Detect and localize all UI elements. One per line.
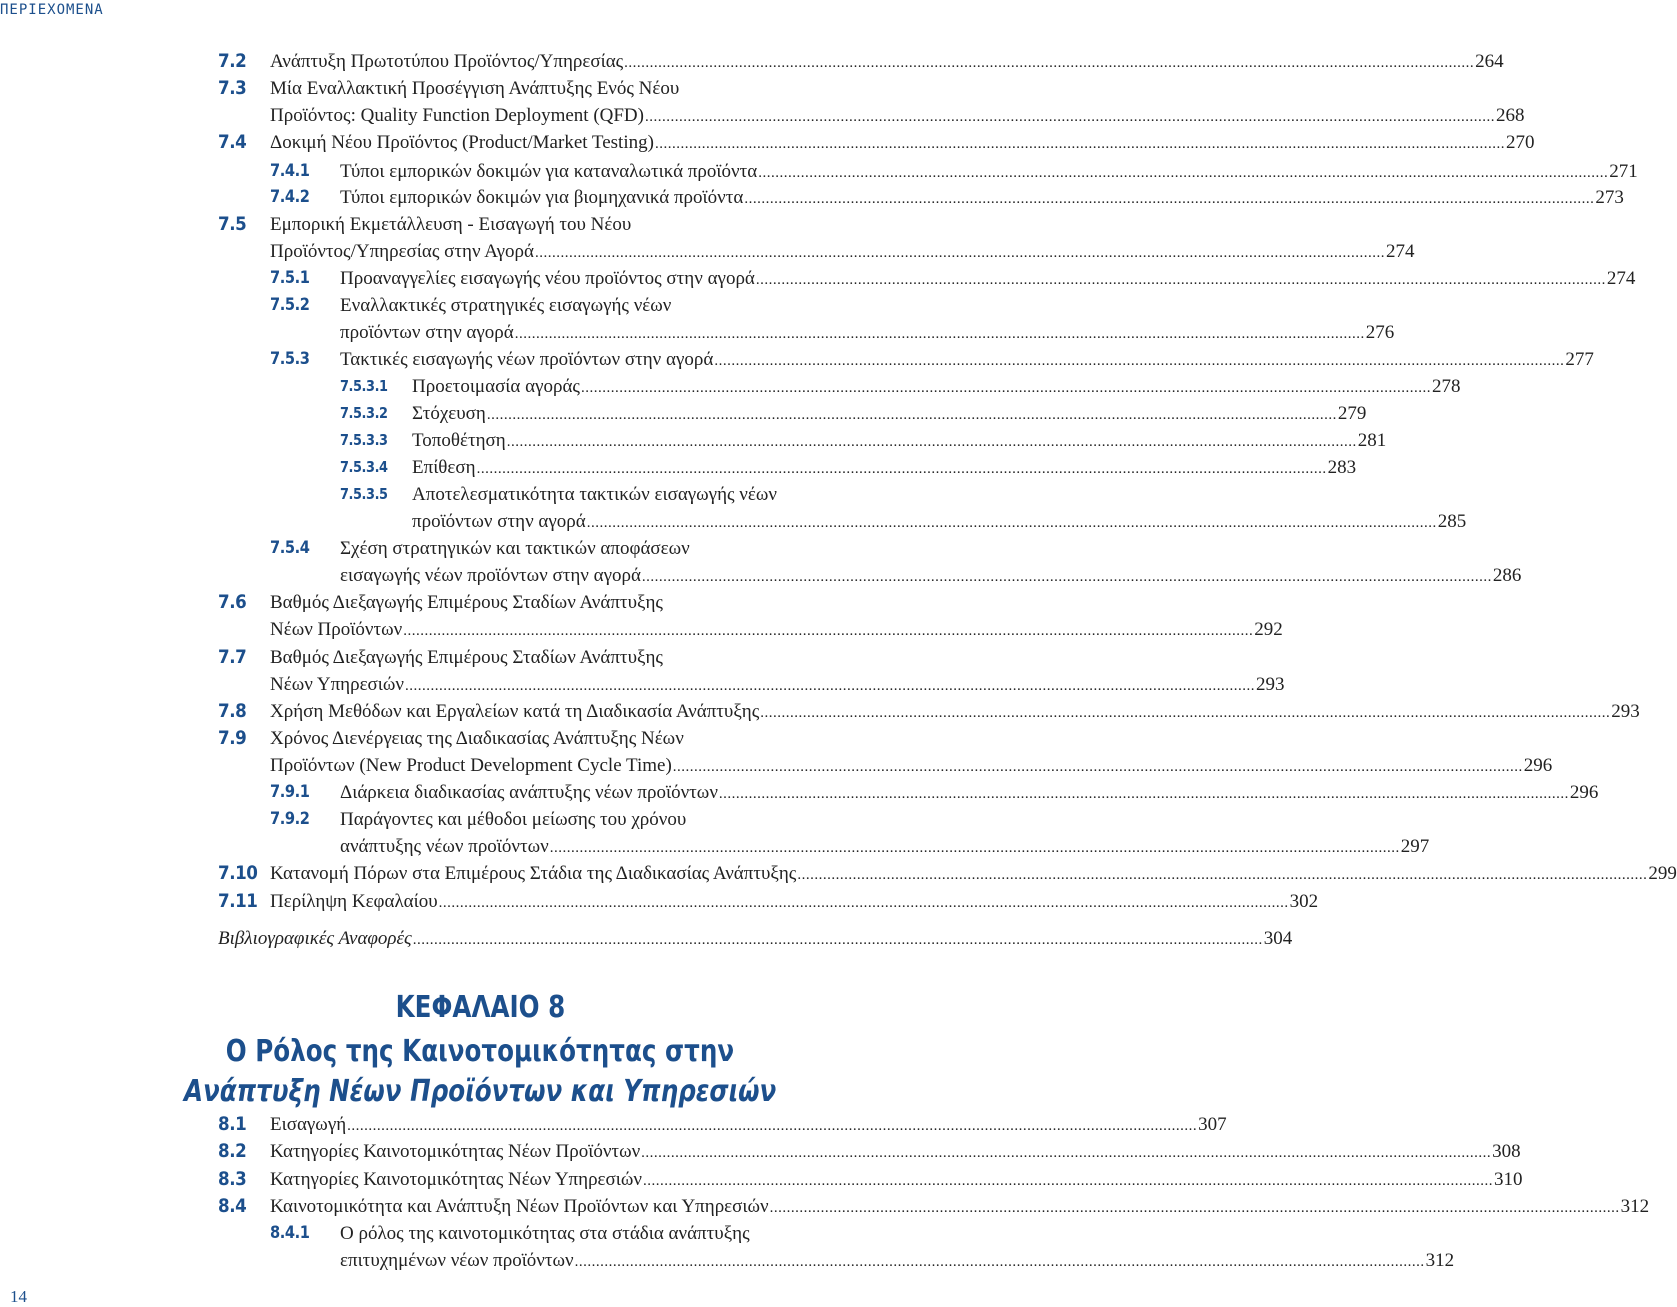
toc-entry-page: 299 — [1648, 863, 1677, 884]
toc-entry-line — [270, 1111, 1227, 1138]
toc-entry — [0, 725, 958, 752]
toc-entry-page: 270 — [1505, 132, 1535, 153]
toc-entry-title: Προϊόντος/Υπηρεσίας στην Αγορά — [270, 241, 534, 262]
toc-entry-title: Προαναγγελίες εισαγωγής νέου προϊόντος στην αγορά — [340, 268, 755, 289]
toc-entry-line — [270, 616, 1283, 643]
toc-entry — [0, 833, 1430, 860]
toc-entry-page: 273 — [1595, 187, 1624, 208]
toc-entry-title: Κατηγορίες Καινοτομικότητας Νέων Υπηρεσιών — [270, 1169, 642, 1190]
toc-leader-dots: ........................................................................................................................................................................................................ — [760, 705, 1611, 721]
toc-entry — [0, 508, 1467, 535]
toc-leader-dots: ........................................................................................................................................................................................................ — [769, 1200, 1620, 1216]
toc-entry — [0, 589, 958, 616]
toc-entry-number: 7.4.2 — [270, 187, 310, 207]
toc-entry-number: 8.3 — [218, 1168, 247, 1190]
toc-entry-page: 310 — [1493, 1169, 1523, 1190]
toc-entry-page: 296 — [1569, 782, 1599, 803]
toc-entry — [0, 427, 1387, 454]
toc-entry-title: Σχέση στρατηγικών και τακτικών αποφάσεων — [340, 538, 690, 559]
toc-entry-line — [340, 1220, 958, 1247]
toc-entry-line — [412, 481, 958, 508]
toc-leader-dots: ........................................................................................................................................................................................................ — [405, 678, 1256, 694]
toc-leader-dots: ........................................................................................................................................................................................................ — [514, 326, 1365, 342]
toc-entry-number: 8.1 — [218, 1113, 247, 1135]
toc-entry-number: 7.4 — [218, 131, 247, 153]
toc-entry-number: 7.5.4 — [270, 538, 310, 558]
toc-entry-title: Χρόνος Διενέργειας της Διαδικασίας Ανάπτυξης Νέων — [270, 728, 684, 749]
toc-entry-line — [340, 562, 1522, 589]
toc-leader-dots: ........................................................................................................................................................................................................ — [718, 786, 1569, 802]
toc-entry — [0, 1220, 958, 1247]
toc-entry-title: Προϊόντος: Quality Function Deployment (QFD) — [270, 105, 644, 126]
toc-entry-number: 7.10 — [218, 862, 258, 884]
toc-entry-title: Τύποι εμπορικών δοκιμών για βιομηχανικά προϊόντα — [340, 187, 744, 208]
toc-entry-number: 7.2 — [218, 50, 247, 72]
toc-entry-number: 7.9 — [218, 727, 247, 749]
toc-entry-page: 268 — [1495, 105, 1525, 126]
toc-entry-page: 277 — [1565, 349, 1594, 370]
toc-leader-dots: ........................................................................................................................................................................................................ — [476, 461, 1327, 477]
toc-leader-dots: ........................................................................................................................................................................................................ — [758, 165, 1609, 181]
toc-entry-title: Βαθμός Διεξαγωγής Επιμέρους Σταδίων Ανάπτυξης — [270, 647, 663, 668]
toc-leader-dots: ........................................................................................................................................................................................................ — [586, 515, 1437, 531]
toc-entry — [0, 211, 958, 238]
toc-entry-line — [270, 589, 958, 616]
toc-leader-dots: ........................................................................................................................................................................................................ — [672, 759, 1523, 775]
toc-leader-dots: ........................................................................................................................................................................................................ — [580, 380, 1431, 396]
toc-entry-line — [270, 671, 1285, 698]
toc-entry-title: Τύποι εμπορικών δοκιμών για καταναλωτικά προϊόντα — [340, 161, 758, 182]
toc-entry-line — [412, 508, 1467, 535]
toc-entry-line — [270, 1138, 1521, 1165]
toc-entry-line — [340, 806, 958, 833]
toc-entry — [0, 806, 958, 833]
toc-entry-page: 304 — [1263, 928, 1293, 949]
toc-entry-number: 8.4.1 — [270, 1223, 310, 1243]
toc-entry-line — [270, 644, 958, 671]
toc-entry — [0, 925, 1293, 952]
toc-entry-line — [218, 925, 1293, 952]
toc-entry-title: Επίθεση — [412, 457, 476, 478]
toc-leader-dots: ........................................................................................................................................................................................................ — [486, 407, 1337, 423]
toc-entry — [0, 1247, 1455, 1274]
toc-entry-title: Χρήση Μεθόδων και Εργαλείων κατά τη Διαδικασία Ανάπτυξης — [270, 701, 760, 722]
toc-leader-dots: ........................................................................................................................................................................................................ — [347, 1118, 1198, 1134]
toc-entry-page: 292 — [1254, 619, 1283, 640]
toc-entry — [0, 888, 1319, 915]
toc-entry — [0, 752, 1553, 779]
toc-entry-title: Περίληψη Κεφαλαίου — [270, 891, 438, 912]
toc-leader-dots: ........................................................................................................................................................................................................ — [714, 353, 1565, 369]
toc-entry-title: Μία Εναλλακτική Προσέγγιση Ανάπτυξης Ενός Νέου — [270, 78, 680, 99]
toc-entry-page: 264 — [1475, 51, 1504, 72]
toc-leader-dots: ........................................................................................................................................................................................................ — [412, 932, 1263, 948]
toc-entry — [0, 292, 958, 319]
toc-entry — [0, 1111, 1227, 1138]
toc-leader-dots: ........................................................................................................................................................................................................ — [403, 623, 1254, 639]
toc-entry-line — [270, 698, 1640, 725]
toc-entry-line — [270, 102, 1525, 129]
toc-entry-line — [270, 1193, 1650, 1220]
toc-entry — [0, 184, 1624, 211]
toc-entry-number: 7.9.2 — [270, 809, 310, 829]
toc-entry-line — [340, 158, 1638, 185]
toc-entry-title: Κατανομή Πόρων στα Επιμέρους Στάδια της Διαδικασίας Ανάπτυξης — [270, 863, 797, 884]
toc-entry-number: 7.5.3.3 — [340, 431, 388, 449]
toc-entry — [0, 158, 1638, 185]
toc-entry-title: Εναλλακτικές στρατηγικές εισαγωγής νέων — [340, 295, 672, 316]
toc-entry-page: 286 — [1492, 565, 1522, 586]
toc-leader-dots: ........................................................................................................................................................................................................ — [642, 1173, 1493, 1189]
toc-entry-line — [412, 400, 1367, 427]
toc-entry — [0, 860, 1677, 887]
toc-leader-dots: ........................................................................................................................................................................................................ — [744, 191, 1595, 207]
toc-entry-line — [412, 454, 1357, 481]
toc-entry-line — [340, 319, 1395, 346]
toc-entry-number: 7.5.3 — [270, 349, 310, 369]
toc-entry-page: 283 — [1327, 457, 1357, 478]
toc-entry-line — [270, 48, 1504, 75]
toc-entry-number: 7.4.1 — [270, 161, 310, 181]
toc-entry-number: 7.6 — [218, 591, 247, 613]
toc-entry-line — [270, 1166, 1523, 1193]
toc-entry-line — [340, 346, 1594, 373]
toc-entry-title: Εμπορική Εκμετάλλευση - Εισαγωγή του Νέου — [270, 214, 632, 235]
toc-entry-page: 293 — [1256, 674, 1285, 695]
toc-entry-title: Νέων Υπηρεσιών — [270, 674, 405, 695]
toc-entry-line — [340, 1247, 1455, 1274]
toc-entry-page: 274 — [1606, 268, 1636, 289]
toc-entry — [0, 265, 1636, 292]
toc-leader-dots: ........................................................................................................................................................................................................ — [641, 1145, 1492, 1161]
toc-entry-number: 7.5.3.5 — [340, 485, 388, 503]
toc-entry-line — [270, 238, 1415, 265]
toc-entry-line — [340, 265, 1636, 292]
toc-entry-title: Δοκιμή Νέου Προϊόντος (Product/Market Testing) — [270, 132, 654, 153]
toc-entry-title: προϊόντων στην αγορά — [412, 511, 586, 532]
toc-entry-number: 7.11 — [218, 890, 258, 912]
toc-entry-title: Ανάπτυξη Πρωτοτύπου Προϊόντος/Υπηρεσίας — [270, 51, 624, 72]
toc-entry — [0, 400, 1367, 427]
toc-entry-line — [270, 888, 1319, 915]
toc-entry — [0, 1138, 1521, 1165]
toc-entry-line — [270, 752, 1553, 779]
toc-entry — [0, 346, 1594, 373]
toc-entry — [0, 75, 958, 102]
toc-entry-title: Βαθμός Διεξαγωγής Επιμέρους Σταδίων Ανάπτυξης — [270, 592, 663, 613]
toc-entry-line — [340, 833, 1430, 860]
toc-entry-title: Στόχευση — [412, 403, 486, 424]
toc-leader-dots: ........................................................................................................................................................................................................ — [624, 55, 1475, 71]
toc-entry-title: Προϊόντων (New Product Development Cycle Time) — [270, 755, 672, 776]
toc-leader-dots: ........................................................................................................................................................................................................ — [549, 840, 1400, 856]
toc-entry-number: 8.4 — [218, 1195, 247, 1217]
toc-entry-page: 296 — [1523, 755, 1553, 776]
toc-entry-title: Ο ρόλος της καινοτομικότητας στα στάδια ανάπτυξης — [340, 1223, 750, 1244]
running-header: ΠΕΡΙΕΧΟΜΕΝΑ — [0, 2, 104, 18]
toc-entry-title: Νέων Προϊόντων — [270, 619, 403, 640]
toc-entry — [0, 1166, 1523, 1193]
toc-entry-line — [340, 779, 1599, 806]
toc-entry — [0, 454, 1357, 481]
toc-entry-title: Παράγοντες και μέθοδοι μείωσης του χρόνου — [340, 809, 687, 830]
toc-entry-title: Αποτελεσματικότητα τακτικών εισαγωγής νέων — [412, 484, 777, 505]
toc-entry-number: 7.5.3.4 — [340, 458, 388, 476]
toc-entry — [0, 102, 1525, 129]
toc-leader-dots: ........................................................................................................................................................................................................ — [644, 109, 1495, 125]
toc-entry-page: 312 — [1425, 1250, 1455, 1271]
toc-entry-title: Εισαγωγή — [270, 1114, 347, 1135]
page-number: 14 — [10, 1287, 27, 1306]
toc-entry-line — [340, 292, 958, 319]
toc-entry-page: 281 — [1357, 430, 1387, 451]
toc-leader-dots: ........................................................................................................................................................................................................ — [506, 434, 1357, 450]
toc-entry-page: 293 — [1611, 701, 1640, 722]
toc-entry-title: Τοποθέτηση — [412, 430, 506, 451]
toc-entry — [0, 1193, 1650, 1220]
toc-entry — [0, 698, 1640, 725]
toc-entry-title: Κατηγορίες Καινοτομικότητας Νέων Προϊόντων — [270, 1141, 641, 1162]
toc-entry-number: 7.5.1 — [270, 268, 310, 288]
toc-leader-dots: ........................................................................................................................................................................................................ — [654, 136, 1505, 152]
toc-entry-line — [412, 373, 1461, 400]
toc-entry-page: 308 — [1492, 1141, 1521, 1162]
toc-entry-title: Καινοτομικότητα και Ανάπτυξη Νέων Προϊόντων και Υπηρεσιών — [270, 1196, 769, 1217]
toc-entry — [0, 535, 958, 562]
toc-entry-page: 285 — [1437, 511, 1467, 532]
toc-entry — [0, 644, 958, 671]
toc-entry-line — [270, 725, 958, 752]
toc-entry-page: 279 — [1337, 403, 1367, 424]
toc-entry-line — [270, 129, 1535, 156]
toc-entry-page: 302 — [1289, 891, 1319, 912]
toc-entry-title: προϊόντων στην αγορά — [340, 322, 514, 343]
toc-entry-number: 7.5.3.1 — [340, 377, 388, 395]
toc-entry-number: 7.3 — [218, 77, 247, 99]
toc-entry — [0, 779, 1599, 806]
toc-entry-page: 297 — [1400, 836, 1430, 857]
toc-entry-page: 276 — [1365, 322, 1395, 343]
toc-entry — [0, 616, 1283, 643]
toc-entry-number: 7.5 — [218, 213, 247, 235]
toc-entry — [0, 48, 1504, 75]
toc-entry-line — [412, 427, 1387, 454]
toc-entry-number: 7.5.3.2 — [340, 404, 388, 422]
toc-entry-title: ανάπτυξης νέων προϊόντων — [340, 836, 549, 857]
toc-entry — [0, 373, 1461, 400]
toc-entry-page: 274 — [1386, 241, 1415, 262]
toc-leader-dots: ........................................................................................................................................................................................................ — [797, 867, 1648, 883]
toc-entry-title: Διάρκεια διαδικασίας ανάπτυξης νέων προϊόντων — [340, 782, 718, 803]
toc-entry — [0, 319, 1395, 346]
toc-entry-line — [340, 535, 958, 562]
toc-entry-line — [270, 75, 958, 102]
chapter-label: ΚΕΦΑΛΑΙΟ 8 — [395, 990, 565, 1025]
toc-entry — [0, 481, 958, 508]
toc-entry-number: 7.9.1 — [270, 782, 310, 802]
toc-leader-dots: ........................................................................................................................................................................................................ — [574, 1254, 1425, 1270]
toc-entry-title: Βιβλιογραφικές Αναφορές — [218, 928, 412, 949]
toc-entry-line — [340, 184, 1624, 211]
toc-leader-dots: ........................................................................................................................................................................................................ — [535, 245, 1385, 261]
toc-leader-dots: ........................................................................................................................................................................................................ — [755, 272, 1606, 288]
toc-entry — [0, 671, 1285, 698]
toc-entry-page: 312 — [1620, 1196, 1650, 1217]
toc-entry-number: 7.7 — [218, 646, 247, 668]
toc-entry-title: Τακτικές εισαγωγής νέων προϊόντων στην αγορά — [340, 349, 714, 370]
toc-leader-dots: ........................................................................................................................................................................................................ — [438, 895, 1289, 911]
chapter-title-line1: Ο Ρόλος της Καινοτομικότητας στην — [225, 1034, 735, 1069]
toc-entry-page: 307 — [1198, 1114, 1227, 1135]
toc-entry — [0, 129, 1535, 156]
toc-entry-number: 8.2 — [218, 1140, 247, 1162]
toc-entry-number: 7.5.2 — [270, 295, 310, 315]
toc-leader-dots: ........................................................................................................................................................................................................ — [641, 569, 1492, 585]
toc-entry-title: Προετοιμασία αγοράς — [412, 376, 580, 397]
toc-entry-page: 271 — [1609, 161, 1638, 182]
toc-entry-title: επιτυχημένων νέων προϊόντων — [340, 1250, 574, 1271]
toc-entry-line — [270, 211, 958, 238]
toc-entry-line — [270, 860, 1677, 887]
toc-entry-number: 7.8 — [218, 700, 247, 722]
toc-entry-page: 278 — [1431, 376, 1461, 397]
toc-entry-title: εισαγωγής νέων προϊόντων στην αγορά — [340, 565, 641, 586]
chapter-title-line2: Ανάπτυξη Νέων Προϊόντων και Υπηρεσιών — [183, 1074, 777, 1109]
toc-entry — [0, 562, 1522, 589]
toc-entry — [0, 238, 1415, 265]
